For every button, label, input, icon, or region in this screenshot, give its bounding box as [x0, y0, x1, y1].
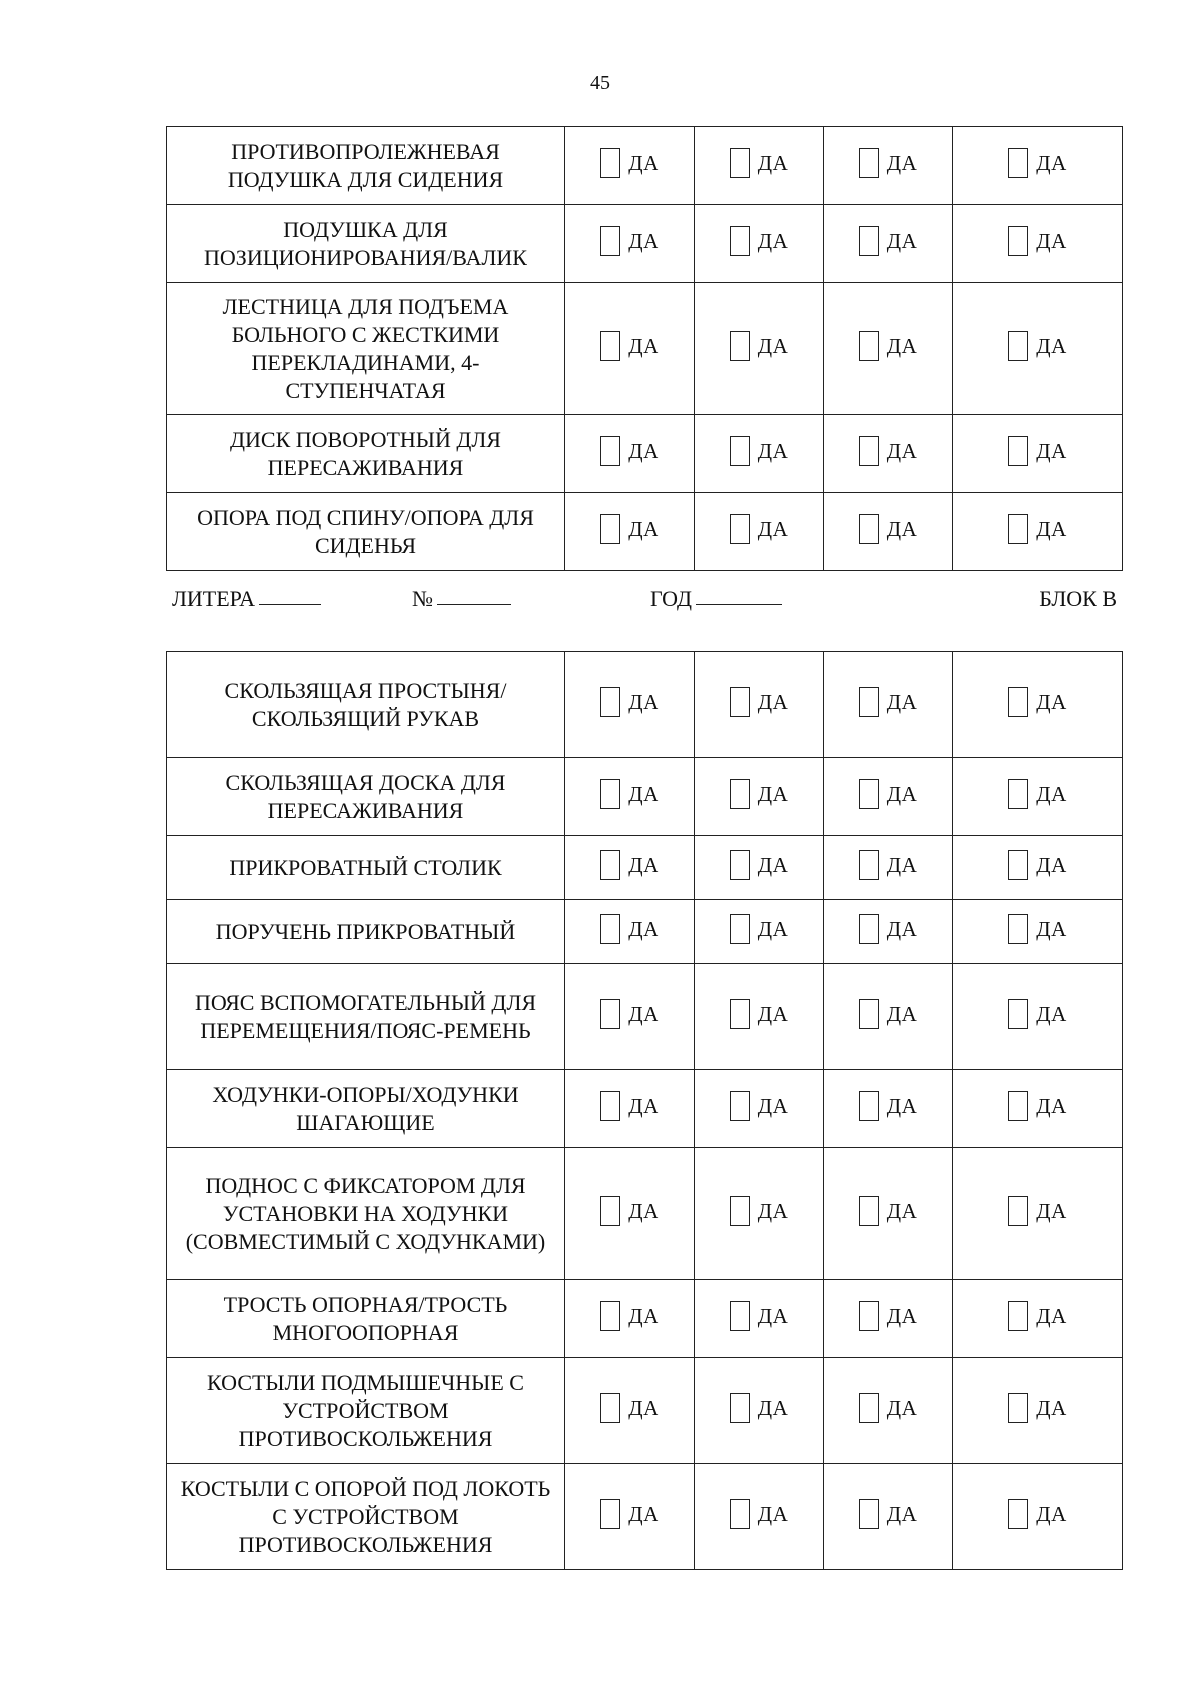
yes-checkbox[interactable]: [730, 687, 789, 717]
checkbox-label: ДА: [757, 1093, 789, 1118]
yes-checkbox[interactable]: [730, 914, 789, 944]
table-row: [167, 1358, 1123, 1464]
option-cell: [953, 1464, 1123, 1570]
year-field[interactable]: [650, 586, 692, 612]
checkbox-label: ДА: [886, 1001, 918, 1026]
yes-checkbox[interactable]: [1008, 850, 1067, 880]
checkbox-label: ДА: [1036, 1501, 1067, 1526]
yes-checkbox[interactable]: [1008, 1393, 1067, 1423]
checkbox-label: ДА: [628, 1501, 659, 1526]
option-cell: [695, 1148, 824, 1280]
table-row: [167, 205, 1123, 283]
checkbox-label: ДА: [628, 228, 659, 253]
option-cell: [953, 127, 1123, 205]
table-row: [167, 1070, 1123, 1148]
option-cell: [953, 205, 1123, 283]
checkbox-square-icon[interactable]: [859, 1091, 879, 1121]
checkbox-square-icon[interactable]: [1008, 1091, 1028, 1121]
option-cell: [953, 900, 1123, 964]
option-cell: [953, 493, 1123, 571]
item-name: ПОДУШКА ДЛЯ ПОЗИЦИОНИРОВАНИЯ/ВАЛИК: [167, 205, 565, 283]
checkbox-label: ДА: [1036, 1395, 1067, 1420]
checkbox-square-icon[interactable]: [1008, 226, 1028, 256]
checkbox-square-icon[interactable]: [600, 850, 620, 880]
checkbox-label: ДА: [1036, 1001, 1067, 1026]
option-cell: [953, 836, 1123, 900]
checkbox-square-icon[interactable]: [600, 1091, 620, 1121]
option-cell: [824, 205, 953, 283]
option-cell: [695, 758, 824, 836]
item-name: СКОЛЬЗЯЩАЯ ПРОСТЫНЯ/СКОЛЬЗЯЩИЙ РУКАВ: [167, 652, 565, 758]
yes-checkbox[interactable]: [600, 999, 659, 1029]
yes-checkbox[interactable]: [1008, 148, 1067, 178]
yes-checkbox[interactable]: [600, 850, 659, 880]
checkbox-square-icon[interactable]: [1008, 1196, 1028, 1226]
checkbox-label: ДА: [1036, 781, 1067, 806]
item-name: ПРИКРОВАТНЫЙ СТОЛИК: [167, 836, 565, 900]
yes-checkbox[interactable]: [1008, 436, 1067, 466]
yes-checkbox[interactable]: [1008, 687, 1067, 717]
checkbox-square-icon[interactable]: [1008, 436, 1028, 466]
item-name: ПРОТИВОПРОЛЕЖНЕВАЯ ПОДУШКА ДЛЯ СИДЕНИЯ: [167, 127, 565, 205]
checkbox-label: ДА: [757, 438, 789, 463]
option-cell: [953, 1280, 1123, 1358]
yes-checkbox[interactable]: [859, 850, 918, 880]
item-name: ПОРУЧЕНЬ ПРИКРОВАТНЫЙ: [167, 900, 565, 964]
checkbox-label: ДА: [628, 1198, 659, 1223]
checkbox-square-icon[interactable]: [730, 1091, 750, 1121]
yes-checkbox[interactable]: [600, 1499, 659, 1529]
footer-fields: [172, 586, 1117, 616]
item-name: КОСТЫЛИ С ОПОРОЙ ПОД ЛОКОТЬ С УСТРОЙСТВОМ ПРОТИВОСКОЛЬЖЕНИЯ: [167, 1464, 565, 1570]
yes-checkbox[interactable]: [730, 1091, 789, 1121]
checkbox-square-icon[interactable]: [1008, 1499, 1028, 1529]
option-cell: [695, 652, 824, 758]
checkbox-label: ДА: [1036, 1198, 1067, 1223]
option-cell: [953, 415, 1123, 493]
option-cell: [824, 127, 953, 205]
option-cell: [824, 283, 953, 415]
option-cell: [953, 758, 1123, 836]
checkbox-label: ДА: [757, 781, 789, 806]
item-name: ПОДНОС С ФИКСАТОРОМ ДЛЯ УСТАНОВКИ НА ХОДУНКИ (СОВМЕСТИМЫЙ С ХОДУНКАМИ): [167, 1148, 565, 1280]
checkbox-label: ДА: [628, 916, 659, 941]
yes-checkbox[interactable]: [1008, 1091, 1067, 1121]
checkbox-label: ДА: [757, 516, 789, 541]
option-cell: [565, 1358, 695, 1464]
checkbox-square-icon[interactable]: [600, 999, 620, 1029]
option-cell: [695, 283, 824, 415]
checkbox-label: ДА: [757, 150, 789, 175]
checkbox-label: ДА: [886, 852, 918, 877]
yes-checkbox[interactable]: [1008, 1499, 1067, 1529]
option-cell: [565, 900, 695, 964]
option-cell: [695, 1358, 824, 1464]
table-row: [167, 1464, 1123, 1570]
checkbox-square-icon[interactable]: [859, 687, 879, 717]
checkbox-label: ДА: [1036, 516, 1067, 541]
number-label: №: [412, 586, 433, 611]
table-row: [167, 964, 1123, 1070]
checkbox-square-icon[interactable]: [859, 914, 879, 944]
option-cell: [695, 415, 824, 493]
checkbox-square-icon[interactable]: [859, 148, 879, 178]
yes-checkbox[interactable]: [600, 514, 659, 544]
table-row: [167, 652, 1123, 758]
checkbox-square-icon[interactable]: [730, 1301, 750, 1331]
year-label: ГОД: [650, 586, 692, 611]
yes-checkbox[interactable]: [730, 999, 789, 1029]
checkbox-label: ДА: [757, 916, 789, 941]
yes-checkbox[interactable]: [730, 1301, 789, 1331]
checkbox-label: ДА: [757, 689, 789, 714]
checkbox-label: ДА: [886, 1093, 918, 1118]
checkbox-label: ДА: [628, 1395, 659, 1420]
option-cell: [565, 964, 695, 1070]
checkbox-label: ДА: [757, 1395, 789, 1420]
yes-checkbox[interactable]: [859, 1091, 918, 1121]
checkbox-square-icon[interactable]: [730, 1499, 750, 1529]
yes-checkbox[interactable]: [730, 514, 789, 544]
yes-checkbox[interactable]: [1008, 914, 1067, 944]
checkbox-label: ДА: [628, 781, 659, 806]
block-label: БЛОК В: [1039, 586, 1117, 611]
option-cell: [953, 652, 1123, 758]
yes-checkbox[interactable]: [1008, 226, 1067, 256]
yes-checkbox[interactable]: [600, 687, 659, 717]
checkbox-square-icon[interactable]: [600, 436, 620, 466]
yes-checkbox[interactable]: [859, 226, 918, 256]
table-row: [167, 1148, 1123, 1280]
checkbox-square-icon[interactable]: [730, 148, 750, 178]
checkbox-square-icon[interactable]: [859, 779, 879, 809]
checkbox-square-icon[interactable]: [859, 1301, 879, 1331]
yes-checkbox[interactable]: [859, 1196, 918, 1226]
option-cell: [695, 964, 824, 1070]
checkbox-square-icon[interactable]: [1008, 148, 1028, 178]
equipment-table-2: [166, 651, 1123, 1570]
option-cell: [695, 205, 824, 283]
option-cell: [565, 283, 695, 415]
checkbox-square-icon[interactable]: [730, 436, 750, 466]
yes-checkbox[interactable]: [859, 331, 918, 361]
option-cell: [953, 964, 1123, 1070]
checkbox-square-icon[interactable]: [1008, 999, 1028, 1029]
checkbox-label: ДА: [757, 228, 789, 253]
checkbox-square-icon[interactable]: [600, 148, 620, 178]
checkbox-square-icon[interactable]: [859, 999, 879, 1029]
checkbox-label: ДА: [1036, 150, 1067, 175]
checkbox-label: ДА: [628, 1001, 659, 1026]
yes-checkbox[interactable]: [600, 1091, 659, 1121]
checkbox-square-icon[interactable]: [1008, 514, 1028, 544]
checkbox-label: ДА: [886, 228, 918, 253]
checkbox-label: ДА: [1036, 228, 1067, 253]
checkbox-label: ДА: [757, 1001, 789, 1026]
option-cell: [824, 900, 953, 964]
yes-checkbox[interactable]: [859, 999, 918, 1029]
option-cell: [565, 205, 695, 283]
item-name: СКОЛЬЗЯЩАЯ ДОСКА ДЛЯ ПЕРЕСАЖИВАНИЯ: [167, 758, 565, 836]
checkbox-label: ДА: [628, 333, 659, 358]
checkbox-label: ДА: [1036, 1093, 1067, 1118]
checkbox-square-icon[interactable]: [730, 226, 750, 256]
option-cell: [953, 1148, 1123, 1280]
table-row: [167, 1280, 1123, 1358]
checkbox-label: ДА: [757, 1303, 789, 1328]
option-cell: [695, 1070, 824, 1148]
yes-checkbox[interactable]: [600, 914, 659, 944]
checkbox-square-icon[interactable]: [730, 914, 750, 944]
yes-checkbox[interactable]: [730, 779, 789, 809]
checkbox-label: ДА: [757, 333, 789, 358]
checkbox-square-icon[interactable]: [600, 779, 620, 809]
table-row: [167, 900, 1123, 964]
yes-checkbox[interactable]: [730, 1499, 789, 1529]
option-cell: [695, 1280, 824, 1358]
yes-checkbox[interactable]: [859, 1499, 918, 1529]
checkbox-square-icon[interactable]: [859, 1499, 879, 1529]
litera-label: ЛИТЕРА: [172, 586, 255, 611]
checkbox-square-icon[interactable]: [730, 850, 750, 880]
year-blank[interactable]: [696, 586, 782, 605]
item-name: ДИСК ПОВОРОТНЫЙ ДЛЯ ПЕРЕСАЖИВАНИЯ: [167, 415, 565, 493]
option-cell: [565, 1148, 695, 1280]
table-row: [167, 415, 1123, 493]
yes-checkbox[interactable]: [1008, 514, 1067, 544]
option-cell: [565, 652, 695, 758]
checkbox-label: ДА: [886, 150, 918, 175]
checkbox-label: ДА: [757, 1501, 789, 1526]
page-number: 45: [590, 72, 610, 94]
checkbox-label: ДА: [628, 689, 659, 714]
checkbox-label: ДА: [886, 1198, 918, 1223]
checkbox-square-icon[interactable]: [859, 331, 879, 361]
option-cell: [953, 1358, 1123, 1464]
checkbox-label: ДА: [1036, 1303, 1067, 1328]
equipment-table-1: [166, 126, 1123, 571]
yes-checkbox[interactable]: [1008, 1301, 1067, 1331]
yes-checkbox[interactable]: [730, 226, 789, 256]
yes-checkbox[interactable]: [859, 779, 918, 809]
checkbox-square-icon[interactable]: [1008, 914, 1028, 944]
checkbox-square-icon[interactable]: [1008, 331, 1028, 361]
litera-field[interactable]: [172, 586, 255, 612]
checkbox-square-icon[interactable]: [600, 914, 620, 944]
option-cell: [565, 1280, 695, 1358]
number-field[interactable]: [412, 586, 433, 612]
checkbox-square-icon[interactable]: [600, 1196, 620, 1226]
checkbox-square-icon[interactable]: [1008, 850, 1028, 880]
yes-checkbox[interactable]: [600, 148, 659, 178]
checkbox-label: ДА: [628, 438, 659, 463]
checkbox-label: ДА: [757, 852, 789, 877]
option-cell: [565, 758, 695, 836]
checkbox-square-icon[interactable]: [859, 514, 879, 544]
yes-checkbox[interactable]: [730, 1196, 789, 1226]
yes-checkbox[interactable]: [730, 148, 789, 178]
checkbox-square-icon[interactable]: [600, 1301, 620, 1331]
item-name: КОСТЫЛИ ПОДМЫШЕЧНЫЕ С УСТРОЙСТВОМ ПРОТИВОСКОЛЬЖЕНИЯ: [167, 1358, 565, 1464]
yes-checkbox[interactable]: [1008, 779, 1067, 809]
checkbox-label: ДА: [886, 781, 918, 806]
table-row: [167, 493, 1123, 571]
option-cell: [695, 1464, 824, 1570]
checkbox-square-icon[interactable]: [1008, 1393, 1028, 1423]
checkbox-square-icon[interactable]: [730, 687, 750, 717]
option-cell: [565, 1464, 695, 1570]
yes-checkbox[interactable]: [730, 331, 789, 361]
checkbox-square-icon[interactable]: [600, 514, 620, 544]
table-row: [167, 127, 1123, 205]
option-cell: [953, 283, 1123, 415]
checkbox-label: ДА: [628, 1303, 659, 1328]
checkbox-label: ДА: [1036, 438, 1067, 463]
option-cell: [565, 1070, 695, 1148]
yes-checkbox[interactable]: [730, 436, 789, 466]
yes-checkbox[interactable]: [859, 148, 918, 178]
item-name: ОПОРА ПОД СПИНУ/ОПОРА ДЛЯ СИДЕНЬЯ: [167, 493, 565, 571]
checkbox-label: ДА: [886, 689, 918, 714]
option-cell: [565, 127, 695, 205]
yes-checkbox[interactable]: [600, 779, 659, 809]
checkbox-square-icon[interactable]: [730, 331, 750, 361]
item-name: ТРОСТЬ ОПОРНАЯ/ТРОСТЬ МНОГООПОРНАЯ: [167, 1280, 565, 1358]
checkbox-label: ДА: [1036, 916, 1067, 941]
checkbox-label: ДА: [886, 333, 918, 358]
checkbox-label: ДА: [757, 1198, 789, 1223]
yes-checkbox[interactable]: [859, 436, 918, 466]
checkbox-label: ДА: [628, 852, 659, 877]
option-cell: [824, 415, 953, 493]
table-row: [167, 758, 1123, 836]
checkbox-square-icon[interactable]: [730, 1393, 750, 1423]
checkbox-square-icon[interactable]: [600, 331, 620, 361]
checkbox-square-icon[interactable]: [600, 1393, 620, 1423]
yes-checkbox[interactable]: [600, 1301, 659, 1331]
checkbox-label: ДА: [886, 916, 918, 941]
checkbox-square-icon[interactable]: [859, 1393, 879, 1423]
option-cell: [565, 415, 695, 493]
option-cell: [695, 836, 824, 900]
option-cell: [824, 1358, 953, 1464]
checkbox-label: ДА: [1036, 852, 1067, 877]
checkbox-square-icon[interactable]: [859, 850, 879, 880]
number-blank[interactable]: [437, 586, 511, 605]
option-cell: [695, 127, 824, 205]
option-cell: [824, 1280, 953, 1358]
yes-checkbox[interactable]: [1008, 1196, 1067, 1226]
checkbox-label: ДА: [886, 1303, 918, 1328]
checkbox-square-icon[interactable]: [730, 514, 750, 544]
yes-checkbox[interactable]: [600, 1196, 659, 1226]
checkbox-square-icon[interactable]: [730, 779, 750, 809]
option-cell: [824, 758, 953, 836]
checkbox-square-icon[interactable]: [730, 999, 750, 1029]
yes-checkbox[interactable]: [600, 331, 659, 361]
checkbox-label: ДА: [886, 1501, 918, 1526]
item-name: ЛЕСТНИЦА ДЛЯ ПОДЪЕМА БОЛЬНОГО С ЖЕСТКИМИ ПЕРЕКЛАДИНАМИ, 4-СТУПЕНЧАТАЯ: [167, 283, 565, 415]
option-cell: [824, 493, 953, 571]
yes-checkbox[interactable]: [859, 914, 918, 944]
checkbox-label: ДА: [886, 1395, 918, 1420]
option-cell: [824, 1148, 953, 1280]
option-cell: [695, 900, 824, 964]
checkbox-label: ДА: [886, 438, 918, 463]
yes-checkbox[interactable]: [859, 687, 918, 717]
yes-checkbox[interactable]: [730, 850, 789, 880]
yes-checkbox[interactable]: [859, 1393, 918, 1423]
checkbox-square-icon[interactable]: [859, 436, 879, 466]
checkbox-label: ДА: [886, 516, 918, 541]
checkbox-label: ДА: [628, 1093, 659, 1118]
item-name: ХОДУНКИ-ОПОРЫ/ХОДУНКИ ШАГАЮЩИЕ: [167, 1070, 565, 1148]
checkbox-label: ДА: [628, 150, 659, 175]
checkbox-square-icon[interactable]: [859, 1196, 879, 1226]
option-cell: [824, 964, 953, 1070]
yes-checkbox[interactable]: [859, 1301, 918, 1331]
yes-checkbox[interactable]: [600, 436, 659, 466]
option-cell: [824, 1070, 953, 1148]
checkbox-square-icon[interactable]: [600, 1499, 620, 1529]
item-name: ПОЯС ВСПОМОГАТЕЛЬНЫЙ ДЛЯ ПЕРЕМЕЩЕНИЯ/ПОЯС-РЕМЕНЬ: [167, 964, 565, 1070]
litera-blank[interactable]: [259, 586, 321, 605]
option-cell: [695, 493, 824, 571]
yes-checkbox[interactable]: [859, 514, 918, 544]
checkbox-label: ДА: [1036, 333, 1067, 358]
yes-checkbox[interactable]: [1008, 999, 1067, 1029]
checkbox-square-icon[interactable]: [859, 226, 879, 256]
yes-checkbox[interactable]: [1008, 331, 1067, 361]
option-cell: [565, 493, 695, 571]
checkbox-square-icon[interactable]: [1008, 779, 1028, 809]
checkbox-square-icon[interactable]: [600, 226, 620, 256]
table-row: [167, 836, 1123, 900]
option-cell: [824, 652, 953, 758]
yes-checkbox[interactable]: [600, 226, 659, 256]
option-cell: [953, 1070, 1123, 1148]
option-cell: [824, 1464, 953, 1570]
checkbox-square-icon[interactable]: [1008, 687, 1028, 717]
checkbox-label: ДА: [1036, 689, 1067, 714]
yes-checkbox[interactable]: [600, 1393, 659, 1423]
option-cell: [565, 836, 695, 900]
checkbox-square-icon[interactable]: [730, 1196, 750, 1226]
yes-checkbox[interactable]: [730, 1393, 789, 1423]
checkbox-label: ДА: [628, 516, 659, 541]
table-row: [167, 283, 1123, 415]
checkbox-square-icon[interactable]: [600, 687, 620, 717]
checkbox-square-icon[interactable]: [1008, 1301, 1028, 1331]
option-cell: [824, 836, 953, 900]
